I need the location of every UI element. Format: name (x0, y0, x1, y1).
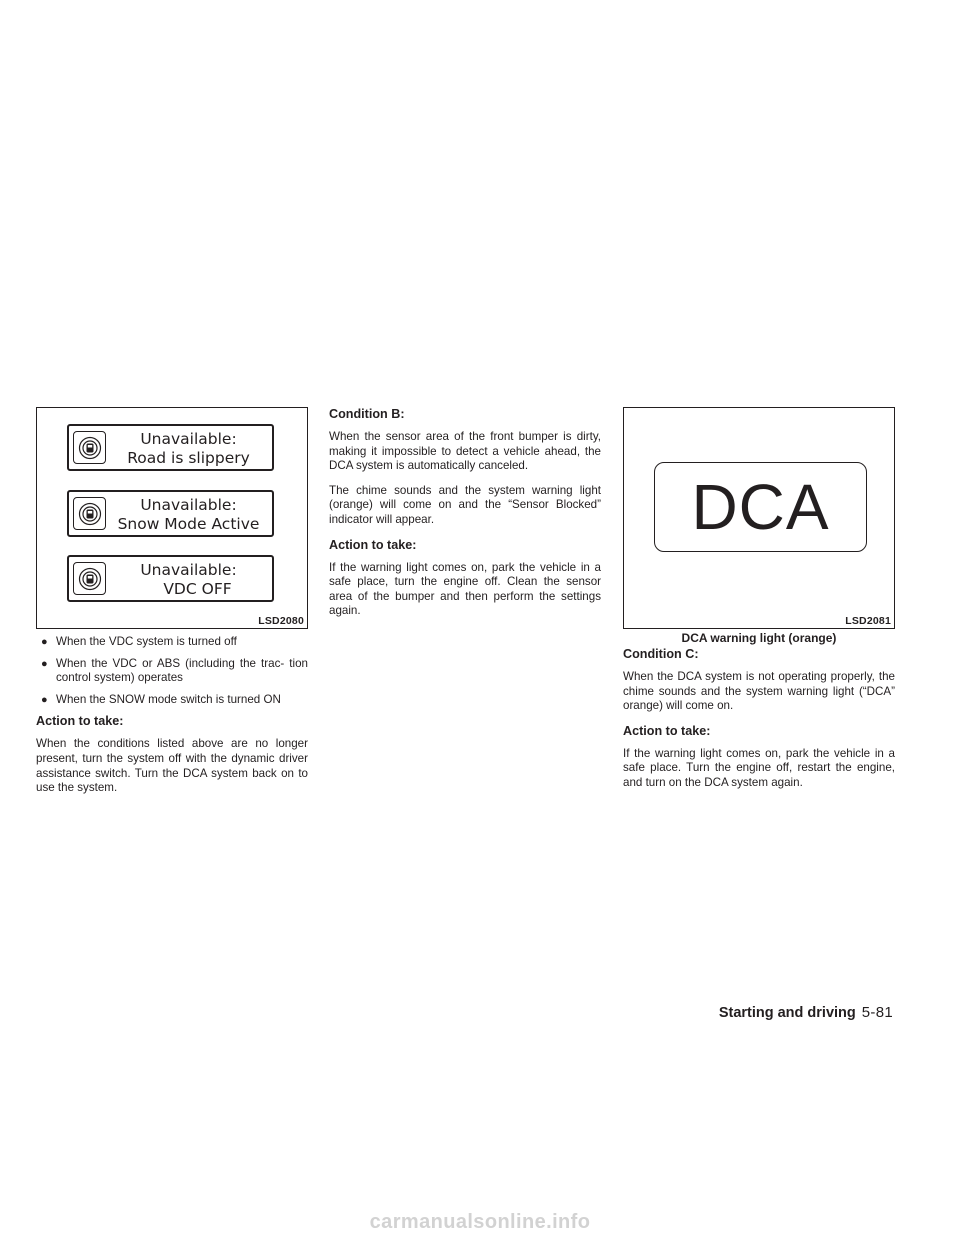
dca-system-icon (73, 497, 106, 530)
page-number: 5-81 (861, 1004, 893, 1021)
figure-code: LSD2081 (845, 615, 891, 627)
message-line1: Unavailable: (140, 561, 237, 579)
column-middle (329, 407, 601, 629)
action-text: When the conditions listed above are no longer present, turn the system off with the dynamic driver assistance switch. Turn the DCA system back on to use the system. (36, 737, 308, 795)
bullet-icon: ● (41, 657, 48, 670)
condition-heading: Condition C: (623, 647, 699, 661)
message-road-slippery (67, 424, 274, 471)
figure-caption: DCA warning light (orange) (681, 631, 837, 645)
page-footer (719, 1004, 893, 1021)
column-left (36, 407, 308, 806)
message-line2: Snow Mode Active (117, 515, 260, 533)
figure-code: LSD2080 (258, 615, 304, 627)
dca-system-icon (73, 562, 106, 595)
dca-warning-light-display: DCA (654, 462, 867, 552)
action-heading: Action to take: (329, 537, 417, 552)
bullet-icon: ● (41, 636, 48, 648)
message-line2: Road is slippery (127, 449, 250, 467)
list-item: ● When the VDC system is turned off (41, 635, 237, 648)
message-line2: VDC OFF (163, 580, 232, 598)
paragraph: When the sensor area of the front bumper is dirty, making it impossible to detect a vehicle ahead, the DCA system is automatically canceled. (329, 430, 601, 473)
message-vdc-off (67, 555, 274, 602)
figure-dca-warning-light (623, 407, 895, 629)
action-heading: Action to take: (36, 714, 124, 729)
condition-heading: Condition B: (329, 407, 405, 421)
paragraph: When the DCA system is not operating properly, the chime sounds and the system warning light (“DCA” orange) will come on. (623, 670, 895, 713)
list-item: ● When the VDC or ABS (including the trac- tion control system) operates (41, 656, 308, 685)
list-item: ● When the SNOW mode switch is turned ON (41, 692, 281, 706)
section-title: Starting and driving (718, 1005, 856, 1021)
condition-list (36, 635, 308, 707)
figure-unavailable-messages (36, 407, 308, 629)
action-text: If the warning light comes on, park the vehicle in a safe place, turn the engine off. Clean the sensor area of the bumper and then perform the settings again. (329, 560, 601, 618)
message-snow-mode (67, 490, 274, 537)
bullet-icon: ● (41, 693, 48, 706)
action-heading: Action to take: (623, 723, 711, 738)
message-line1: Unavailable: (140, 496, 237, 514)
dca-system-icon (73, 431, 106, 464)
message-line1: Unavailable: (140, 430, 237, 448)
watermark: carmanualsonline.info (369, 1211, 591, 1233)
paragraph: The chime sounds and the system warning light (orange) will come on and the “Sensor Blocked” indicator will appear. (329, 483, 601, 526)
action-text: If the warning light comes on, park the vehicle in a safe place. Turn the engine off, restart the engine, and turn on the DCA system again. (623, 746, 895, 789)
column-right (623, 407, 895, 801)
